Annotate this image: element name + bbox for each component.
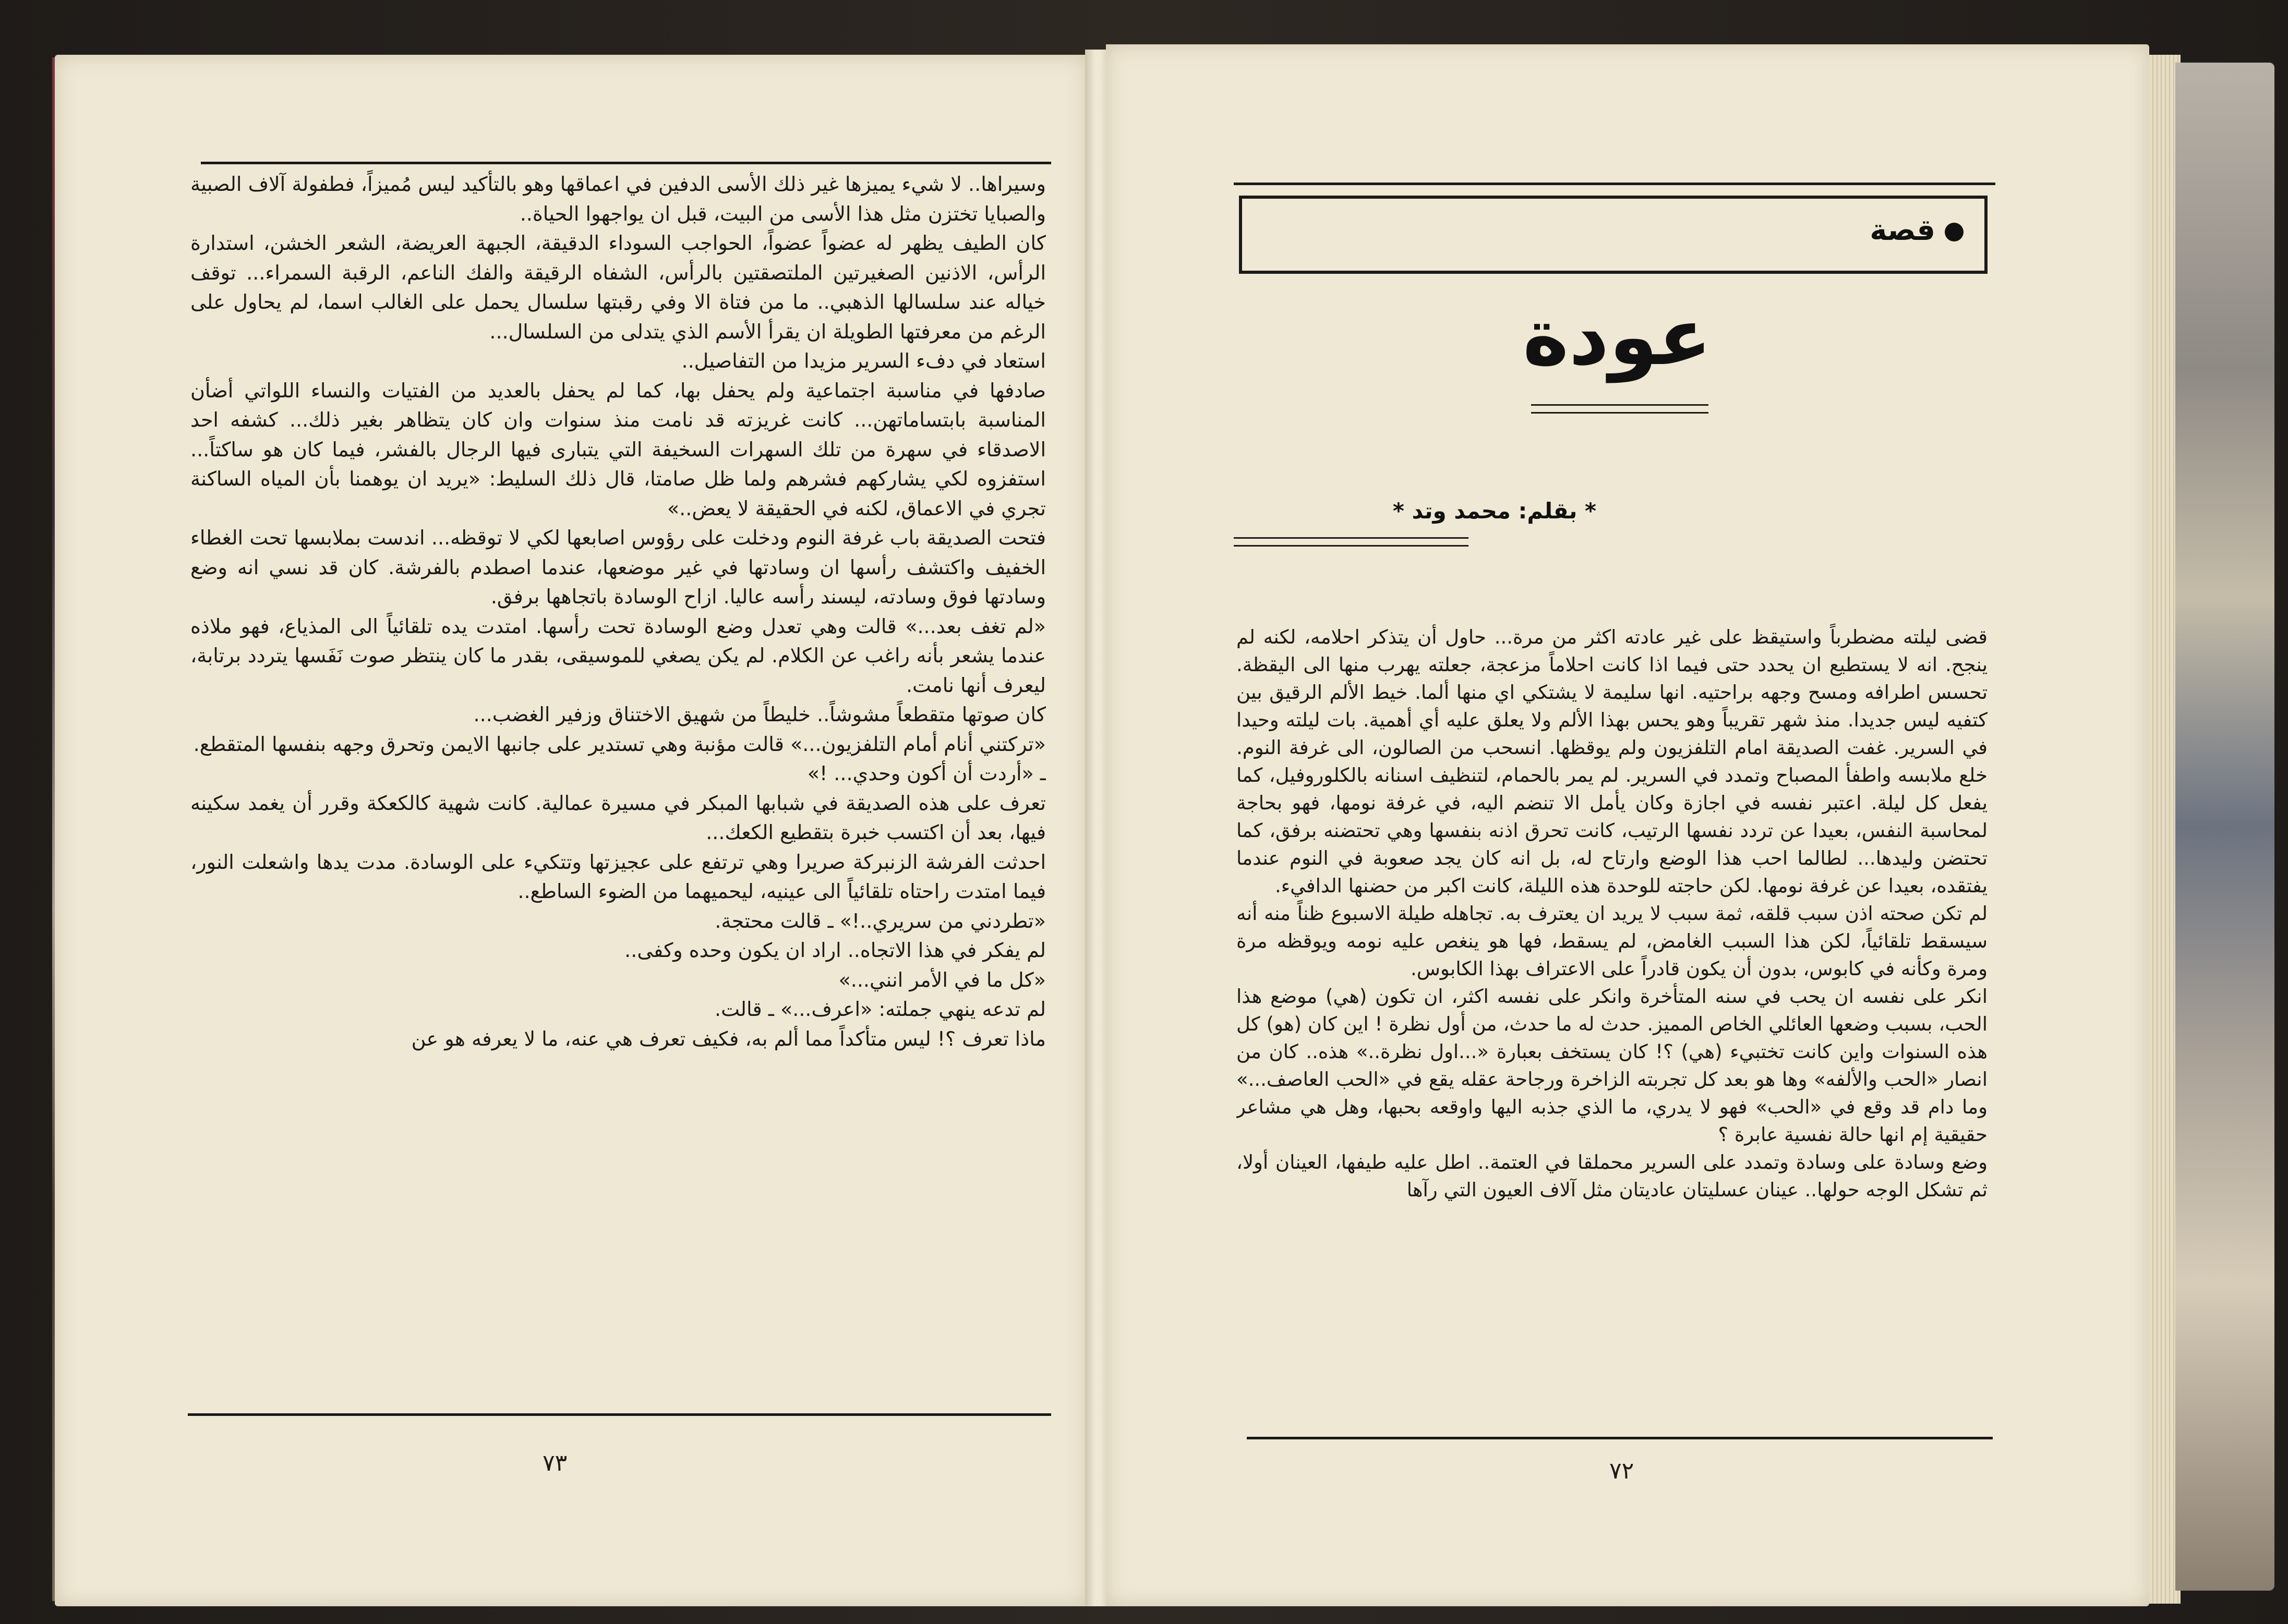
paragraph: انكر على نفسه ان يحب في سنه المتأخرة وانكر على نفسه اكثر، ان تكون (هي) موضع هذا الحب، بسبب وضعها العائلي الخاص المميز. حدث له ما حدث، من أول نظرة ! اين كان (هو) كل هذه السنوات واين كانت تختبيء (هي) ؟! كان يستخف بعبارة «...اول نظرة..» هذه.. كان من انصار «الحب والألفه» وها هو بعد كل تجربته الزاخرة ورجاحة عقله يقع في «الحب العاصف...» وما دام قد وقع في «الحب» فهو لا يدري، ما الذي جذبه اليها واوقعه بحبها، وهل هي مشاعر حقيقية إم انها حالة نفسية عابرة ؟ [1236,985,1988,1146]
left-bottom-rule [188,1413,1051,1416]
paragraph: وسيراها.. لا شيء يميزها غير ذلك الأسى الدفين في اعماقها وهو بالتأكيد ليس مُميزاً، فطفولة آلاف الصبية والصبايا تختزن مثل هذا الأسى من البيت، قبل ان يواجهوا الحياة.. [190,173,1046,225]
paragraph: «تركتني أنام أمام التلفزيون...» قالت مؤنبة وهي تستدير على جانبها الايمن وتحرق وجهه بنفسها المتقطع. [193,732,1046,756]
byline-underline-2 [1234,545,1468,547]
paragraph: فتحت الصديقة باب غرفة النوم ودخلت على رؤوس اصابعها لكي لا توقظه... اندست بملابسها تحت الغطاء الخفيف واكتشف رأسها ان وسادتها في غير موضعها، عندما اصطدم بالفرشة. كان قد نسي انه وضع وسادتها فوق وسادته، ليسند رأسه عاليا. ازاح الوسادة باتجاهها برفق. [190,526,1046,608]
paragraph: وضع وسادة على وسادة وتمدد على السرير محملقا في العتمة.. اطل عليه طيفها، العينان أولا، ثم تشكل الوجه حولها.. عينان عسليتان عاديتان مثل آلاف العيون التي رآها [1236,1151,1988,1201]
paragraph: قضى ليلته مضطرباً واستيقظ على غير عادته اكثر من مرة... حاول أن يتذكر احلامه، لكنه لم ينجح. انه لا يستطيع ان يحدد حتى فيما اذا كانت احلاماً مزعجة، جعلته يهرب منها الى اليقظة. تحسس اطرافه ومسح وجهه براحتيه. انها سليمة لا يشتكي اي منها ألما. خيط الألم الرقيق بين كتفيه ليس جديدا. منذ شهر تقريباً وهو يحس بهذا الألم ولا يعلق عليه أي أهمية. بات ليلته وحيدا في السرير. غفت الصديقة امام التلفزيون ولم يوقظها. انسحب من الصالون، الى غرفة النوم. خلع ملابسه واطفأ المصباح وتمدد في السرير. لم يمر بالحمام، لتنظيف اسنانه بالكلوروفيل، كما يفعل كل ليلة. اعتبر نفسه في اجازة وكان يأمل الا تنضم اليه، في غرفة نومها، فهو بحاجة لمحاسبة النفس، بعيدا عن تردد نفسها الرتيب، كانت تحرق اذنه بنفسها وهي تحتضنه برفق، كما تحتضن وليدها... لطالما احب هذا الوضع وارتاح له، بل انه كان يجد صعوبة في النوم عندما يفتقده، بعيدا عن غرفة نومها. لكن حاجته للوحدة هذه الليلة، كانت اكبر من حضنها الدافيء. [1236,626,1988,897]
story-title: عودة [1522,292,1712,383]
title-underline [1531,404,1708,406]
paragraph: «تطردني من سريري..!» ـ قالت محتجة. [715,909,1046,932]
paragraph: «كل ما في الأمر انني...» [838,968,1046,991]
byline: * بقلم: محمد وتد * [1392,498,1596,524]
paragraph: صادفها في مناسبة اجتماعية ولم يحفل بها، كما لم يحفل بالعديد من الفتيات والنساء اللواتي أضأن المناسبة بابتساماتهن... كانت غريزته قد نامت منذ سنوات وان كان يتظاهر بغير ذلك... كشفه احد الاصدقاء في سهرة من تلك السهرات السخيفة التي يتبارى فيها الرجال بالفشر، فيما كان هو ساكتاً... استفزوه لكي يشاركهم فشرهم ولما ظل صامتا، قال ذلك السليط: «يريد ان يوهمنا بأن المياه الساكنة تجري في الاعماق، لكنه في الحقيقة لا يعض..» [190,379,1046,520]
paragraph: كان صوتها متقطعاً مشوشاً.. خليطاً من شهيق الاختناق وزفير الغضب... [473,703,1046,726]
paragraph: لم تدعه ينهي جملته: «اعرف...» ـ قالت. [715,998,1046,1021]
right-cover-edge [2175,63,2274,1591]
right-page-number: ٧٢ [1609,1458,1634,1484]
byline-underline [1234,537,1468,539]
right-text-column [1236,623,1988,1429]
paragraph: لم تكن صحته اذن سبب قلقه، ثمة سبب لا يريد ان يعترف به. تجاهله طيلة الاسبوع ظناً منه أنه سيسقط تلقائياً، لكن هذا السبب الغامض، لم يسقط، فها هو ينغص عليه نومه ويوقظه مرة ومرة وكأنه في كابوس، بدون أن يكون قادراً على الاعتراف بهذا الكابوس. [1236,902,1988,980]
section-box [1239,196,1988,274]
paragraph: كان الطيف يظهر له عضواً عضواً، الحواجب السوداء الدقيقة، الجبهة العريضة، الشعر الخشن، استدارة الرأس، الاذنين الصغيرتين الملتصقتين بالرأس، الشفاه الرقيقة والفك الناعم، الرقبة السمراء... توقف خياله عند سلسالها الذهبي.. ما من فتاة الا وفي رقبتها سلسال يحمل على الغالب اسما، لم يحاول على الرغم من معرفتها الطويلة ان يقرأ الأسم الذي يتدلى من السلسال... [190,232,1046,343]
left-page-number: ٧٣ [543,1450,568,1476]
left-top-rule [201,162,1051,164]
paragraph: ماذا تعرف ؟! ليس متأكداً مما ألم به، فكيف تعرف هي عنه، ما لا يعرفه هو عن [411,1027,1046,1050]
paragraph: احدثت الفرشة الزنبركة صريرا وهي ترتفع على عجيزتها وتتكيء على الوسادة. مدت يدها واشعلت النور، فيما امتدت راحتاه تلقائياً الى عينيه، ليحميهما من الضوء الساطع.. [190,850,1046,903]
paragraph: تعرف على هذه الصديقة في شبابها المبكر في مسيرة عمالية. كانت شهية كالكعكة وقرر أن يغمد سكينه فيها، بعد أن اكتسب خبرة بتقطيع الكعك... [190,791,1046,844]
paragraph: استعاد في دفء السرير مزيدا من التفاصيل.. [681,349,1046,372]
paragraph: ـ «أردت أن أكون وحدي... !» [807,762,1046,785]
bullet-icon [1945,223,1964,241]
section-label-text: قصة [1870,213,1935,247]
left-text-column [190,169,1046,1408]
title-underline-2 [1531,412,1708,414]
right-bottom-rule [1247,1437,1993,1439]
section-label [1870,213,1964,247]
right-top-rule [1234,183,1995,185]
paragraph: لم يفكر في هذا الاتجاه.. اراد ان يكون وحده وكفى.. [624,939,1046,962]
paragraph: «لم تغف بعد...» قالت وهي تعدل وضع الوسادة تحت رأسها. امتدت يده تلقائياً الى المذياع، فهو ملاذه عندما يشعر بأنه راغب عن الكلام. لم يكن يصغي للموسيقى، بقدر ما كان ينتظر صوت نَفَسها يتردد برتابة، ليعرف أنها نامت. [190,614,1046,697]
